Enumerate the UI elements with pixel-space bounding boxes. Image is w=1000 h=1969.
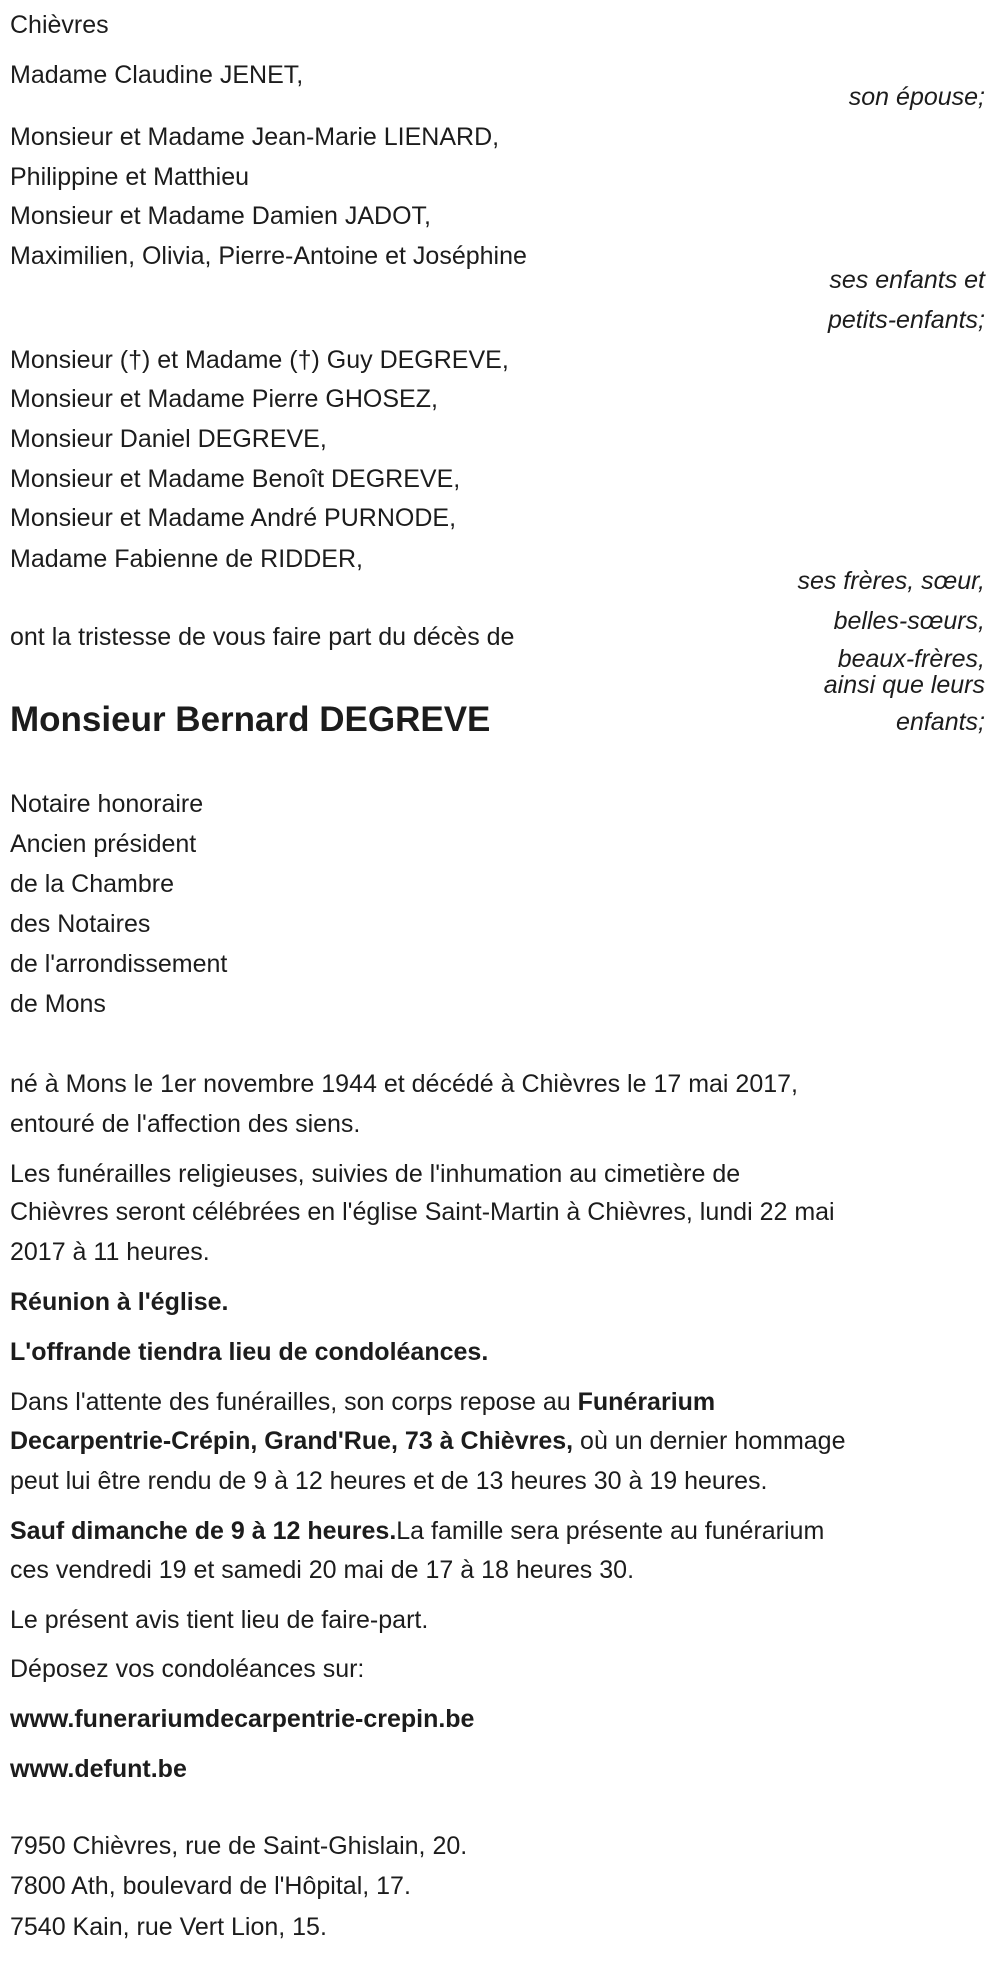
defunt-link[interactable]: www.defunt.be <box>10 1755 187 1783</box>
meeting: Réunion à l'église. <box>10 1288 229 1316</box>
children-role: petits-enfants; <box>827 306 985 334</box>
rest-line: peut lui être rendu de 9 à 12 heures et de 13 heures 30 à 19 heures. <box>10 1467 768 1495</box>
children-role: ses enfants et <box>829 266 985 294</box>
offering: L'offrande tiendra lieu de condoléances. <box>10 1338 489 1366</box>
spouse-role: son épouse; <box>848 83 985 111</box>
location: Chièvres <box>10 11 109 39</box>
address-line: 7950 Chièvres, rue de Saint-Ghislain, 20. <box>10 1832 468 1860</box>
birth-death: entouré de l'affection des siens. <box>10 1110 361 1138</box>
rest-line <box>10 1511 824 1551</box>
siblings-role: enfants; <box>896 708 985 736</box>
funeral-line: Chièvres seront célébrées en l'église Saint-Martin à Chièvres, lundi 22 mai <box>10 1198 835 1226</box>
funeral-line: 2017 à 11 heures. <box>10 1238 210 1266</box>
funerarium-address: Decarpentrie-Crépin, Grand'Rue, 73 à Chièvres, <box>10 1427 574 1455</box>
child-line: Philippine et Matthieu <box>10 163 250 191</box>
notice: Le présent avis tient lieu de faire-part. <box>10 1606 429 1634</box>
rest-line <box>10 1382 715 1422</box>
siblings-role: ses frères, sœur, <box>797 567 985 595</box>
rest-text: La famille sera présente au funérarium <box>396 1517 825 1545</box>
child-line: Monsieur et Madame Jean-Marie LIENARD, <box>10 123 500 151</box>
title-line: des Notaires <box>10 910 151 938</box>
condolences-label: Déposez vos condoléances sur: <box>10 1655 365 1683</box>
siblings-role: ainsi que leurs <box>823 671 985 699</box>
address-line: 7800 Ath, boulevard de l'Hôpital, 17. <box>10 1872 411 1900</box>
deceased-name: Monsieur Bernard DEGREVE <box>10 700 491 739</box>
title-line: Ancien président <box>10 830 197 858</box>
sibling-line: Monsieur et Madame Pierre GHOSEZ, <box>10 385 438 413</box>
rest-text: où un dernier hommage <box>573 1427 846 1455</box>
title-line: Notaire honoraire <box>10 790 204 818</box>
title-line: de l'arrondissement <box>10 950 228 978</box>
sibling-line: Monsieur et Madame André PURNODE, <box>10 504 457 532</box>
funeral-line: Les funérailles religieuses, suivies de l'inhumation au cimetière de <box>10 1160 741 1188</box>
child-line: Maximilien, Olivia, Pierre-Antoine et Joséphine <box>10 242 527 270</box>
siblings-role: beaux-frères, <box>837 645 985 673</box>
birth-death: né à Mons le 1er novembre 1944 et décédé à Chièvres le 17 mai 2017, <box>10 1070 798 1098</box>
rest-line <box>10 1421 845 1461</box>
rest-line: ces vendredi 19 et samedi 20 mai de 17 à 18 heures 30. <box>10 1556 635 1584</box>
address-line: 7540 Kain, rue Vert Lion, 15. <box>10 1913 327 1941</box>
sibling-line: Monsieur et Madame Benoît DEGREVE, <box>10 465 461 493</box>
announcement: ont la tristesse de vous faire part du décès de <box>10 623 515 651</box>
sibling-line: Madame Fabienne de RIDDER, <box>10 545 363 573</box>
spouse-name: Madame Claudine JENET, <box>10 61 304 89</box>
sibling-line: Monsieur Daniel DEGREVE, <box>10 425 327 453</box>
sunday-hours: Sauf dimanche de 9 à 12 heures. <box>10 1517 397 1545</box>
title-line: de Mons <box>10 990 106 1018</box>
funerarium-name: Funérarium <box>577 1388 716 1416</box>
child-line: Monsieur et Madame Damien JADOT, <box>10 202 431 230</box>
funerarium-link[interactable]: www.funerariumdecarpentrie-crepin.be <box>10 1705 475 1733</box>
title-line: de la Chambre <box>10 870 174 898</box>
siblings-role: belles-sœurs, <box>833 607 985 635</box>
rest-text: Dans l'attente des funérailles, son corps repose au <box>10 1388 578 1416</box>
sibling-line: Monsieur (†) et Madame (†) Guy DEGREVE, <box>10 346 509 374</box>
